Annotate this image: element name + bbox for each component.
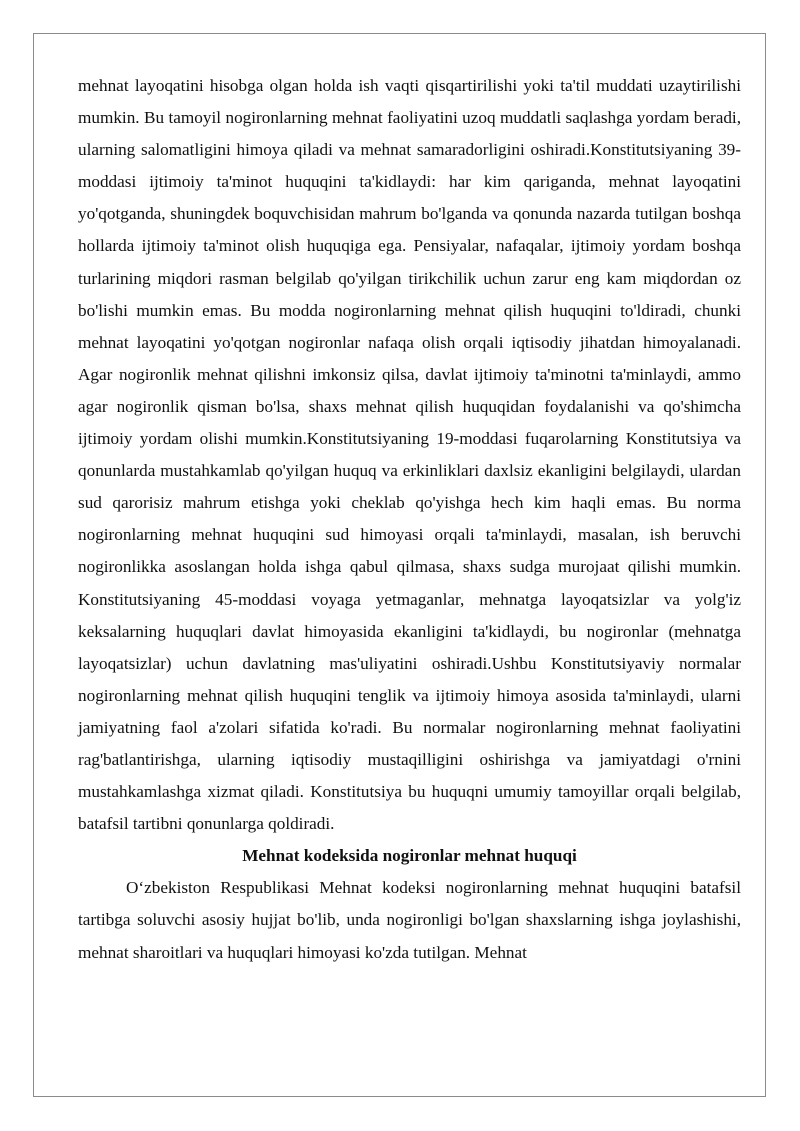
body-paragraph-1: mehnat layoqatini hisobga olgan holda ish vaqti qisqartirilishi yoki ta'til muddati uzaytirilishi mumkin. Bu tamoyil nogironlarning mehnat faoliyatini uzoq muddatli saqlashga yordam beradi, ularning salomatligini himoya qiladi va mehnat samaradorligini oshiradi.Konstitutsiyaning 39-moddasi ijtimoiy ta'minot huquqini ta'kidlaydi: har kim qariganda, mehnat layoqatini yo'qotganda, shuningdek boquvchisidan mahrum bo'lganda va qonunda nazarda tutilgan boshqa hollarda ijtimoiy ta'minot olish huquqiga ega. Pensiyalar, nafaqalar, ijtimoiy yordam boshqa turlarining miqdori rasman belgilab qo'yilgan tirikchilik uchun zarur eng kam miqdordan oz bo'lishi mumkin emas. Bu modda nogironlarning mehnat qilish huquqini to'ldiradi, chunki mehnat layoqatini yo'qotgan nogironlar nafaqa olish orqali iqtisodiy jihatdan himoyalanadi. Agar nogironlik mehnat qilishni imkonsiz qilsa, davlat ijtimoiy ta'minotni ta'minlaydi, ammo agar nogironlik qisman bo'lsa, shaxs mehnat qilish huquqidan foydalanishi va qo'shimcha ijtimoiy yordam olishi mumkin.Konstitutsiyaning 19-moddasi fuqarolarning Konstitutsiya va qonunlarda mustahkamlab qo'yilgan huquq va erkinliklari daxlsiz ekanligini belgilaydi, ulardan sud qarorisiz mahrum etishga yoki cheklab qo'yishga hech kim haqli emas. Bu norma nogironlarning mehnat huquqini sud himoyasi orqali ta'minlaydi, masalan, ish beruvchi nogironlikka asoslangan holda ishga qabul qilmasa, shaxs sudga murojaat qilishi mumkin. Konstitutsiyaning 45-moddasi voyaga yetmaganlar, mehnatga layoqatsizlar va yolg'iz keksalarning huquqlari davlat himoyasida ekanligini ta'kidlaydi, bu nogironlar (mehnatga layoqatsizlar) uchun davlatning mas'uliyatini oshiradi.Ushbu Konstitutsiyaviy normalar nogironlarning mehnat qilish huquqini tenglik va ijtimoiy himoya asosida ta'minlaydi, ularni jamiyatning faol a'zolari sifatida ko'radi. Bu normalar nogironlarning mehnat faoliyatini rag'batlantirishga, ularning iqtisodiy mustaqilligini oshirishga va jamiyatdagi o'rnini mustahkamlashga xizmat qiladi. Konstitutsiya bu huquqni umumiy tamoyillar orqali belgilab, batafsil tartibni qonunlarga qoldiradi. <box>78 76 741 834</box>
section-heading: Mehnat kodeksida nogironlar mehnat huquqi <box>242 846 577 866</box>
body-paragraph-2: O‘zbekiston Respublikasi Mehnat kodeksi nogironlarning mehnat huquqini batafsil tartibga soluvchi asosiy hujjat bo'lib, unda nogironligi bo'lgan shaxslarning ishga joylashishi, mehnat sharoitlari va huquqlari himoyasi ko'zda tutilgan. Mehnat <box>78 878 741 962</box>
document-body <box>78 70 741 969</box>
